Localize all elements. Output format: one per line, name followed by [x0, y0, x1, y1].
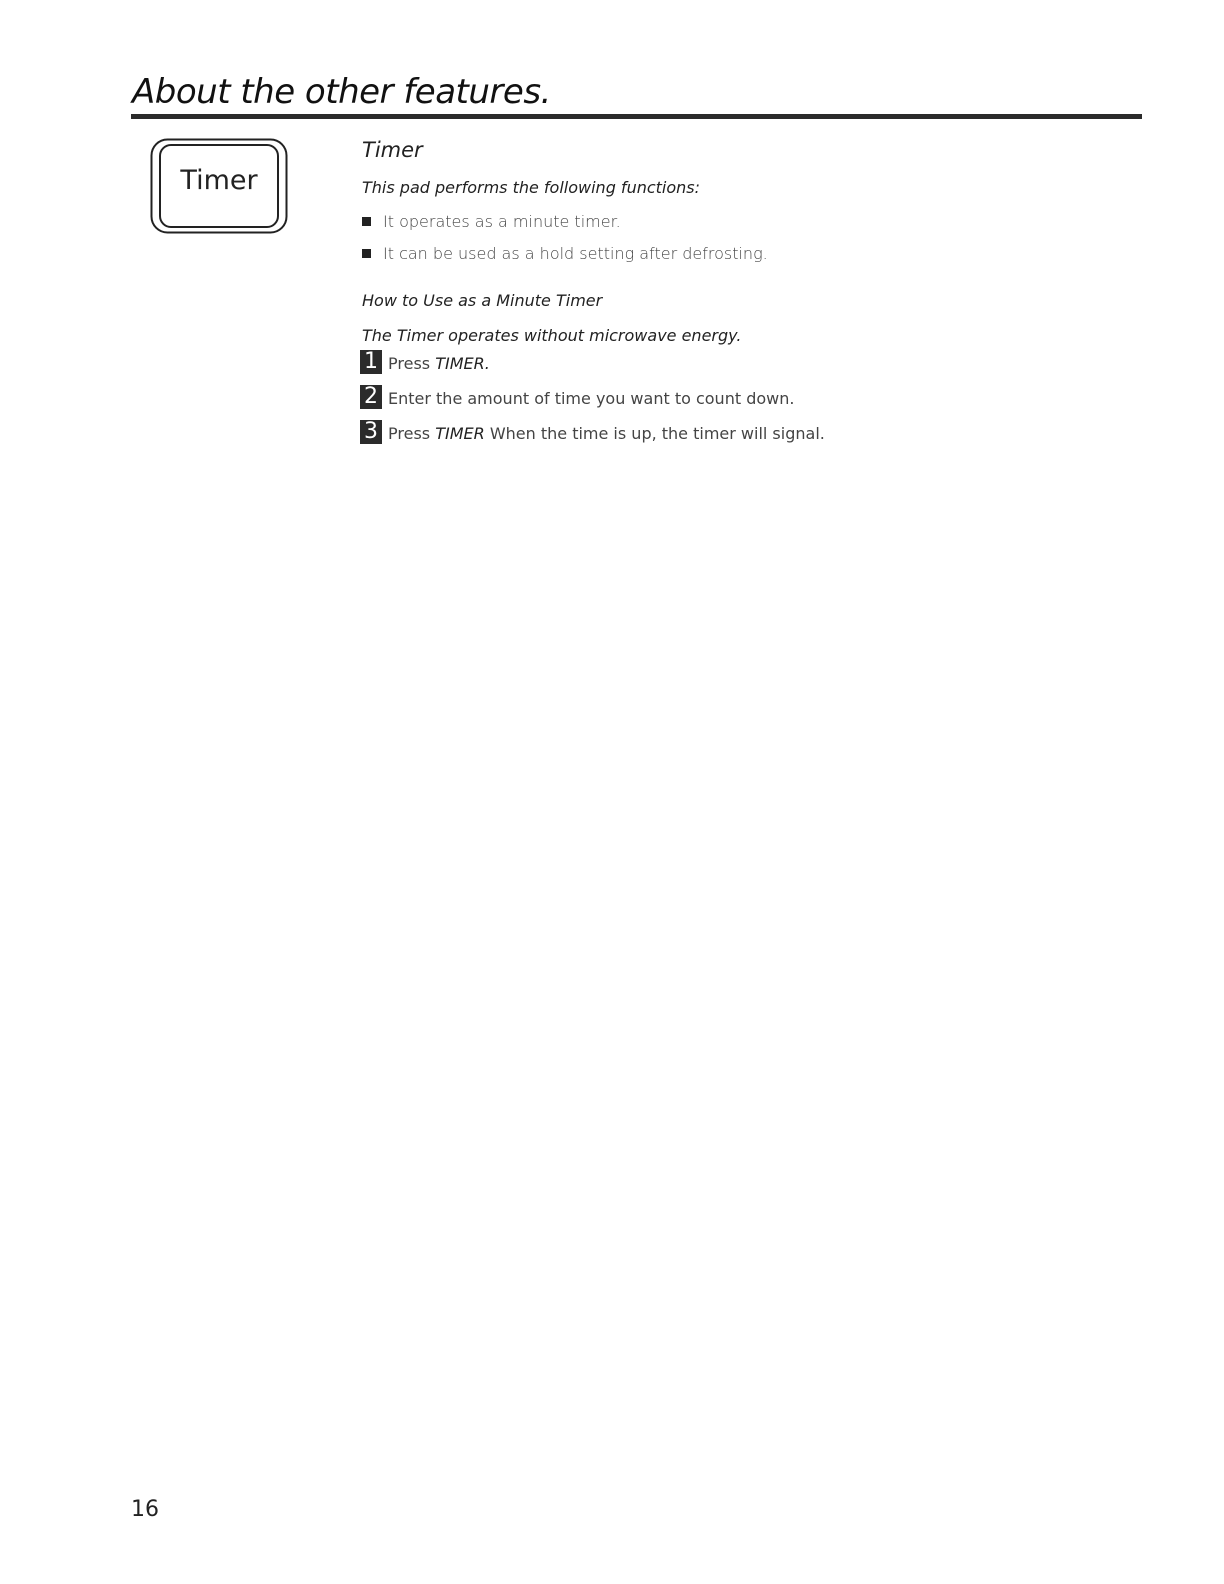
step-item: 3 Press TIMER When the time is up, the timer will signal. — [360, 416, 825, 444]
timer-pad-label: Timer — [180, 165, 258, 196]
step-item: 1 Press TIMER. — [360, 346, 490, 374]
bullet-square-icon — [362, 249, 371, 258]
subheading: How to Use as a Minute Timer — [362, 291, 603, 310]
title-rule — [131, 114, 1142, 119]
timer-pad-key-icon — [150, 138, 288, 234]
page-title: About the other features. — [132, 72, 551, 112]
step-number-badge: 3 — [360, 420, 382, 444]
step-number-badge: 1 — [360, 350, 382, 374]
energy-note: The Timer operates without microwave energy. — [362, 326, 742, 345]
section-title: Timer — [362, 138, 423, 162]
page-number: 16 — [131, 1497, 159, 1522]
bullet-square-icon — [362, 217, 371, 226]
list-item: It operates as a minute timer. — [362, 212, 621, 231]
step-number-badge: 2 — [360, 385, 382, 409]
list-item: It can be used as a hold setting after defrosting. — [362, 244, 768, 263]
section-intro: This pad performs the following functions: — [362, 178, 701, 197]
step-item: 2 Enter the amount of time you want to count down. — [360, 381, 794, 409]
